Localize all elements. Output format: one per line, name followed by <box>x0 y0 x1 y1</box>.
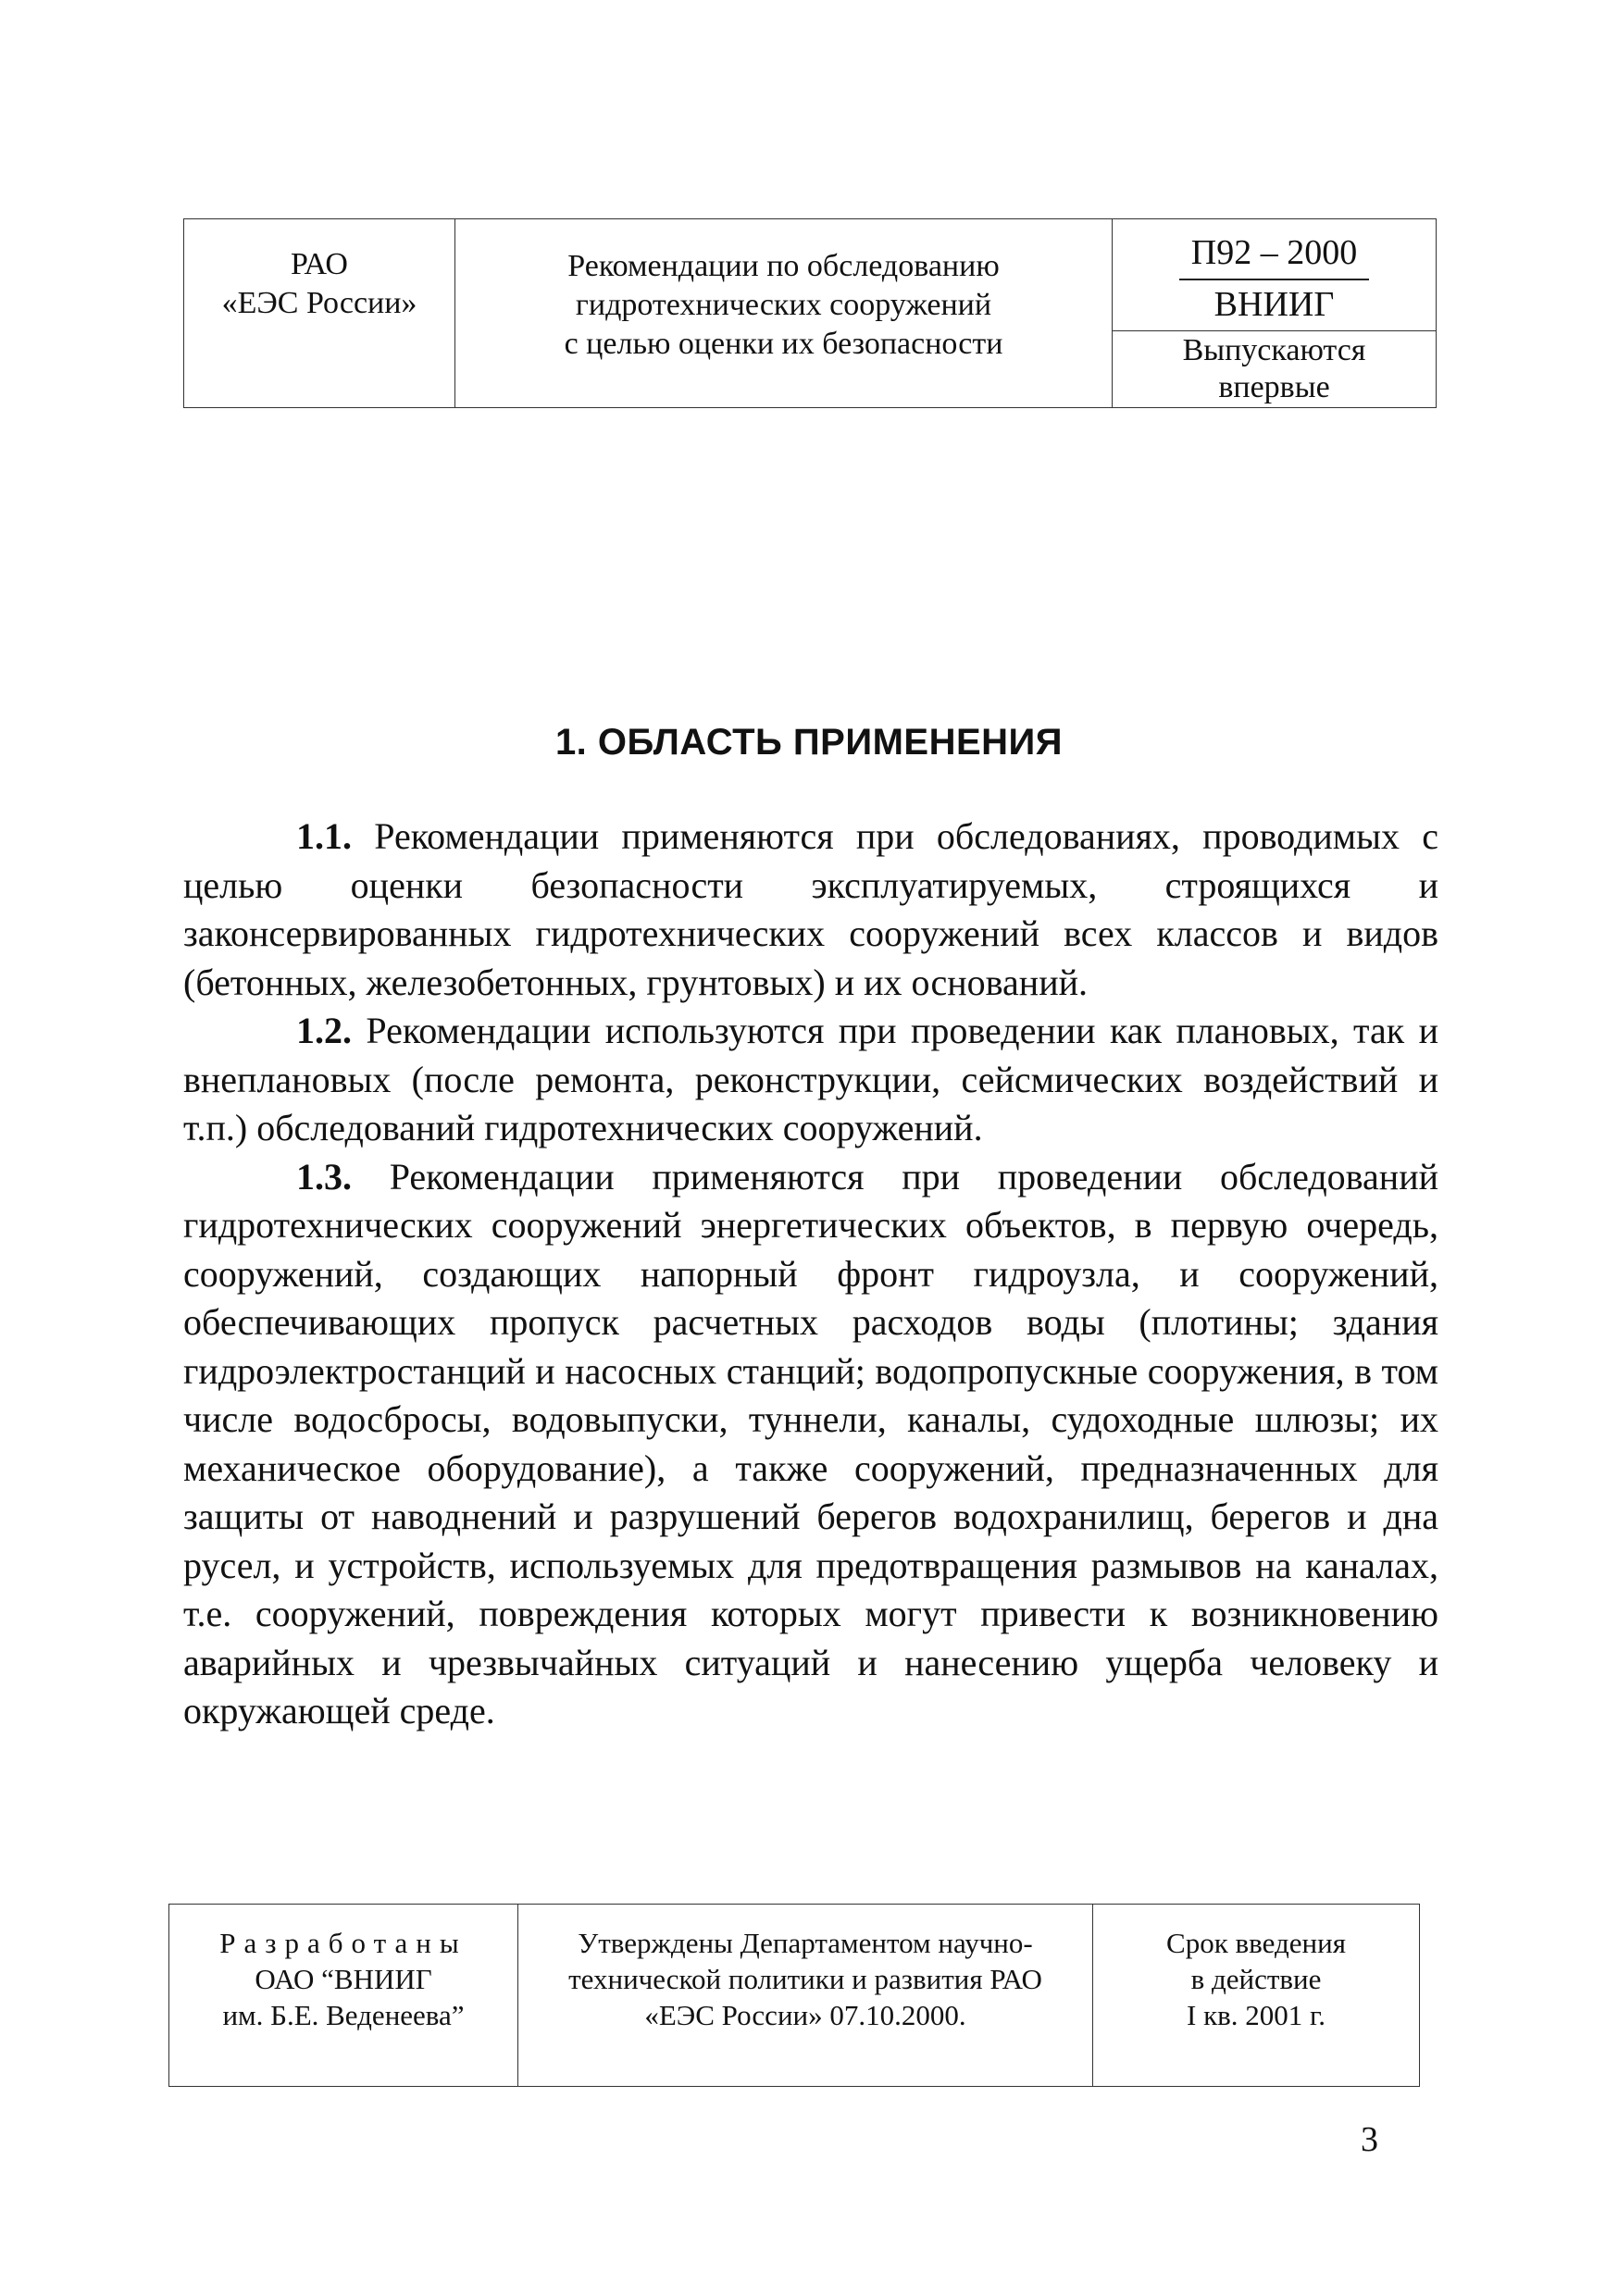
header-title-line3: с целью оценки их безопасности <box>564 327 1003 361</box>
paragraph-number: 1.1. <box>296 815 352 857</box>
footer-effective-cell <box>1093 1905 1419 2106</box>
page-number: 3 <box>1361 2120 1378 2159</box>
doc-code-divider <box>1179 279 1369 280</box>
paragraph-text: Рекомендации применяются при обследованиях, проводимых с целью оценки безопасности эксплуатируемых, строящихся и законсервированных гидротехнических сооружений всех классов и видов (бетонных, железобетонных, грунтовых) и их оснований. <box>183 815 1438 1003</box>
doc-org: ВНИИГ <box>1214 285 1335 324</box>
footer-effective-line3: I кв. 2001 г. <box>1187 1999 1326 2031</box>
section-title: 1. ОБЛАСТЬ ПРИМЕНЕНИЯ <box>554 722 1064 763</box>
header-org-line1: РАО <box>291 247 348 281</box>
footer-approved-line1: Утверждены Департаментом научно- <box>578 1927 1033 1959</box>
footer-effective-line2: в действие <box>1190 1963 1322 1995</box>
doc-code: П92 – 2000 <box>1190 233 1358 272</box>
header-table <box>183 218 1437 408</box>
footer-approved-cell <box>518 1905 1093 2086</box>
header-code-cell <box>1113 219 1436 407</box>
paragraph-text: Рекомендации используются при проведении как плановых, так и внеплановых (после ремонта, реконструкции, сейсмических воздействий и т.п.) обследований гидротехнических сооружений. <box>183 1010 1438 1148</box>
header-organization-cell <box>184 219 455 407</box>
paragraph-1-2 <box>183 1007 1438 1153</box>
footer-developed-line2: ОАО “ВНИИГ <box>255 1963 432 1995</box>
header-title-line2: гидротехнических сооружений <box>575 288 992 322</box>
footer-developed-cell <box>169 1905 518 2086</box>
body-text <box>183 813 1438 1736</box>
paragraph-1-3 <box>183 1153 1438 1736</box>
paragraph-text: Рекомендации применяются при проведении обследований гидротехнических сооружений энергетических объектов, в первую очередь, сооружений, создающих напорный фронт гидроузла, и сооружений, обеспечивающих пропуск расчетных расходов воды (плотины; здания гидроэлектростанций и насосных станций; водопропускные сооружения, в том числе водосбросы, водовыпуски, туннели, каналы, судоходные шлюзы; их механическое оборудование), а также сооружений, предназначенных для защиты от наводнений и разрушений берегов водохранилищ, берегов и дна русел, и устройств, используемых для предотвращения размывов на каналах, т.е. сооружений, повреждения которых могут привести к возникновению аварийных и чрезвычайных ситуаций и нанесению ущерба человеку и окружающей среде. <box>183 1155 1438 1731</box>
header-cell-divider <box>1113 330 1436 331</box>
footer-approved-line2: технической политики и развития РАО <box>568 1963 1042 1995</box>
header-title-line1: Рекомендации по обследованию <box>567 249 1000 283</box>
header-org-line2: «ЕЭС России» <box>221 286 417 320</box>
footer-developed-line3: им. Б.Е. Веденеева” <box>222 1999 465 2031</box>
paragraph-number: 1.3. <box>296 1155 352 1198</box>
doc-status-line1: Выпускаются <box>1182 333 1366 367</box>
doc-status-line2: впервые <box>1218 370 1330 404</box>
footer-table <box>168 1904 1420 2087</box>
footer-developed-line1: Разработаны <box>219 1927 467 1959</box>
doc-status <box>1113 332 1436 406</box>
footer-approved-line3: «ЕЭС России» 07.10.2000. <box>644 1999 966 2031</box>
paragraph-1-1 <box>183 813 1438 1007</box>
footer-effective-line1: Срок введения <box>1166 1927 1346 1959</box>
paragraph-number: 1.2. <box>296 1010 352 1051</box>
header-title-cell <box>455 219 1113 407</box>
